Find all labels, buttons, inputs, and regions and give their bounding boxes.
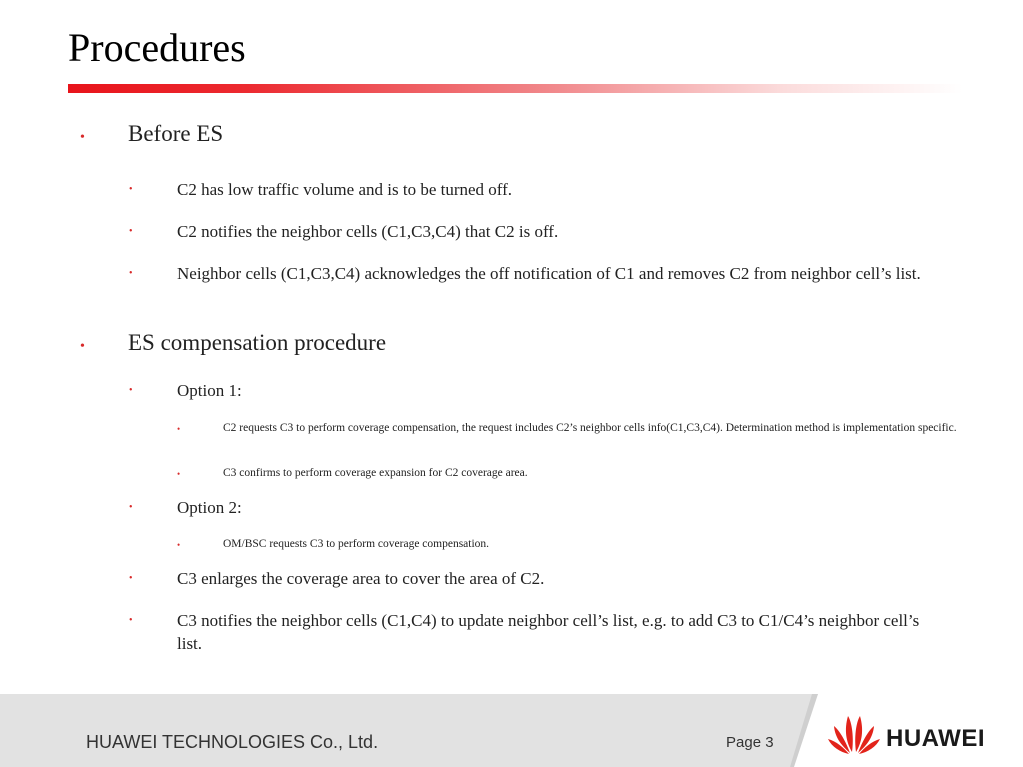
- list-item: C2 has low traffic volume and is to be turned off.: [177, 180, 513, 199]
- section-heading-es-compensation: ES compensation procedure: [128, 330, 387, 355]
- list-item: Neighbor cells (C1,C3,C4) acknowledges the off notification of C1 and removes C2 from neighbor cell’s list.: [177, 264, 921, 283]
- page-title: Procedures: [68, 25, 246, 70]
- section-heading-before-es: Before ES: [128, 121, 224, 146]
- list-item: C3 notifies the neighbor cells (C1,C4) to update neighbor cell’s list, e.g. to add C3 to C1/C4’s neighbor cell’s list.: [177, 611, 920, 653]
- bullet-icon: •: [80, 339, 85, 354]
- bullet-icon: •: [129, 502, 133, 513]
- huawei-wordmark: HUAWEI: [886, 725, 985, 752]
- bullet-icon: •: [129, 385, 133, 396]
- bullet-icon: •: [177, 424, 181, 434]
- bullet-icon: •: [129, 226, 133, 237]
- title-divider: [68, 84, 963, 93]
- bullet-icon: •: [129, 268, 133, 279]
- bullet-icon: •: [129, 184, 133, 195]
- list-item: C3 enlarges the coverage area to cover the area of C2.: [177, 569, 545, 588]
- list-item: C2 notifies the neighbor cells (C1,C3,C4) that C2 is off.: [177, 222, 559, 241]
- option-2-label: Option 2:: [177, 498, 242, 517]
- option-1-label: Option 1:: [177, 381, 242, 400]
- bullet-icon: •: [80, 130, 85, 145]
- huawei-logo-icon: [826, 712, 882, 754]
- list-item: OM/BSC requests C3 to perform coverage compensation.: [223, 538, 490, 550]
- bullet-icon: •: [129, 573, 133, 584]
- list-item: C3 confirms to perform coverage expansion for C2 coverage area.: [223, 467, 528, 479]
- bullet-icon: •: [129, 615, 133, 626]
- bullet-icon: •: [177, 540, 181, 550]
- footer-company: HUAWEI TECHNOLOGIES Co., Ltd.: [86, 732, 379, 752]
- list-item: C2 requests C3 to perform coverage compensation, the request includes C2’s neighbor cells info(C1,C3,C4). Determination method is implementation specific.: [223, 422, 957, 434]
- bullet-icon: •: [177, 469, 181, 479]
- page-number: Page 3: [726, 734, 774, 751]
